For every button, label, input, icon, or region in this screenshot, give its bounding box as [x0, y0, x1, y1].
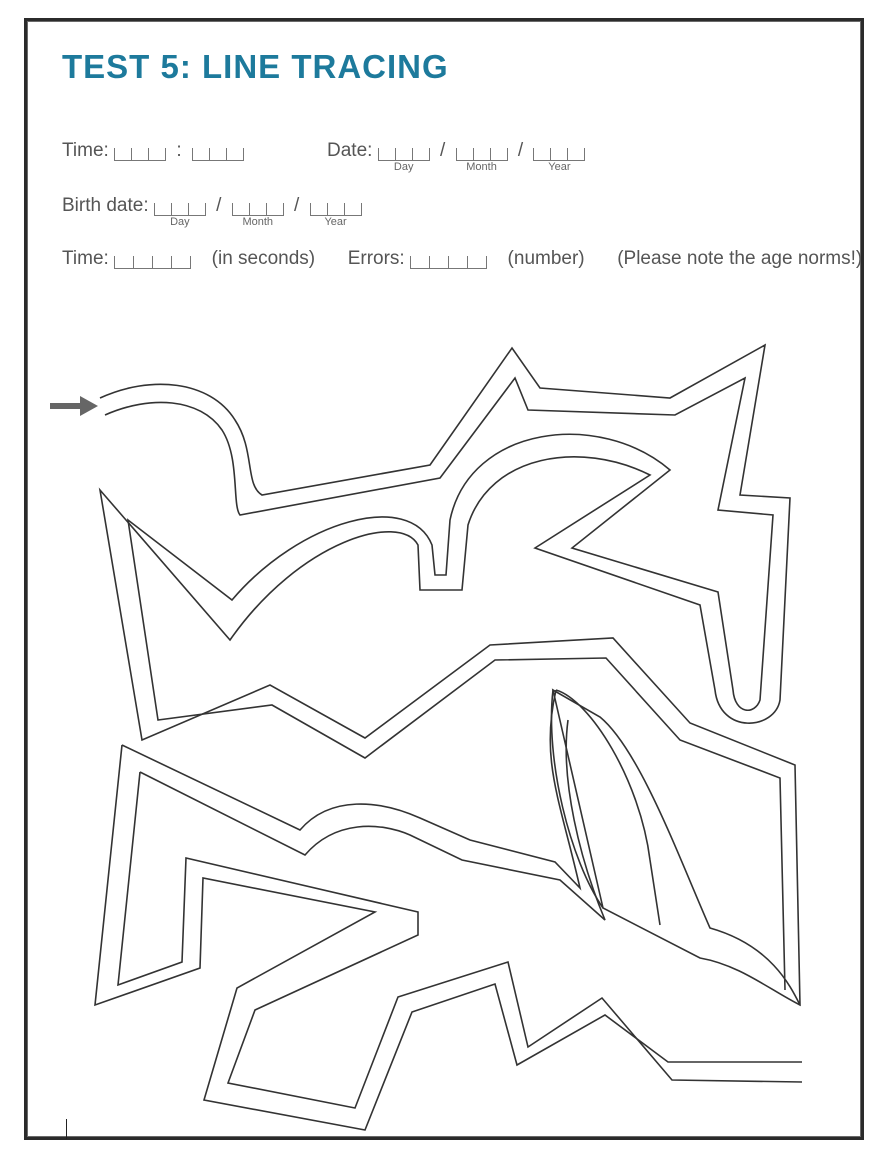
birth-date-label: Birth date: — [62, 195, 149, 216]
arrow-right-icon — [50, 396, 98, 416]
month-caption: Month — [242, 216, 274, 228]
duration-label: Time: — [62, 248, 109, 269]
maze-wall — [105, 378, 785, 990]
maze-wall — [118, 772, 802, 1108]
age-norms-note: (Please note the age norms!) — [617, 248, 863, 269]
text-cursor — [66, 1119, 67, 1139]
maze-wall — [122, 690, 605, 920]
time-label: Time: — [62, 140, 109, 161]
date-slash: / — [517, 140, 524, 161]
month-caption: Month — [466, 161, 497, 173]
year-caption: Year — [548, 161, 571, 173]
date-slash: / — [439, 140, 446, 161]
number-note: (number) — [507, 248, 585, 269]
birth-slash: / — [216, 195, 222, 216]
year-caption: Year — [324, 216, 347, 228]
date-label: Date: — [327, 140, 373, 161]
day-caption: Day — [393, 161, 414, 173]
birth-slash: / — [294, 195, 300, 216]
page-title: TEST 5: LINE TRACING — [62, 48, 449, 85]
errors-label: Errors: — [347, 248, 405, 269]
seconds-note: (in seconds) — [211, 248, 316, 269]
day-caption: Day — [170, 216, 190, 228]
time-separator: : — [176, 140, 182, 161]
maze-wall — [100, 345, 800, 1005]
